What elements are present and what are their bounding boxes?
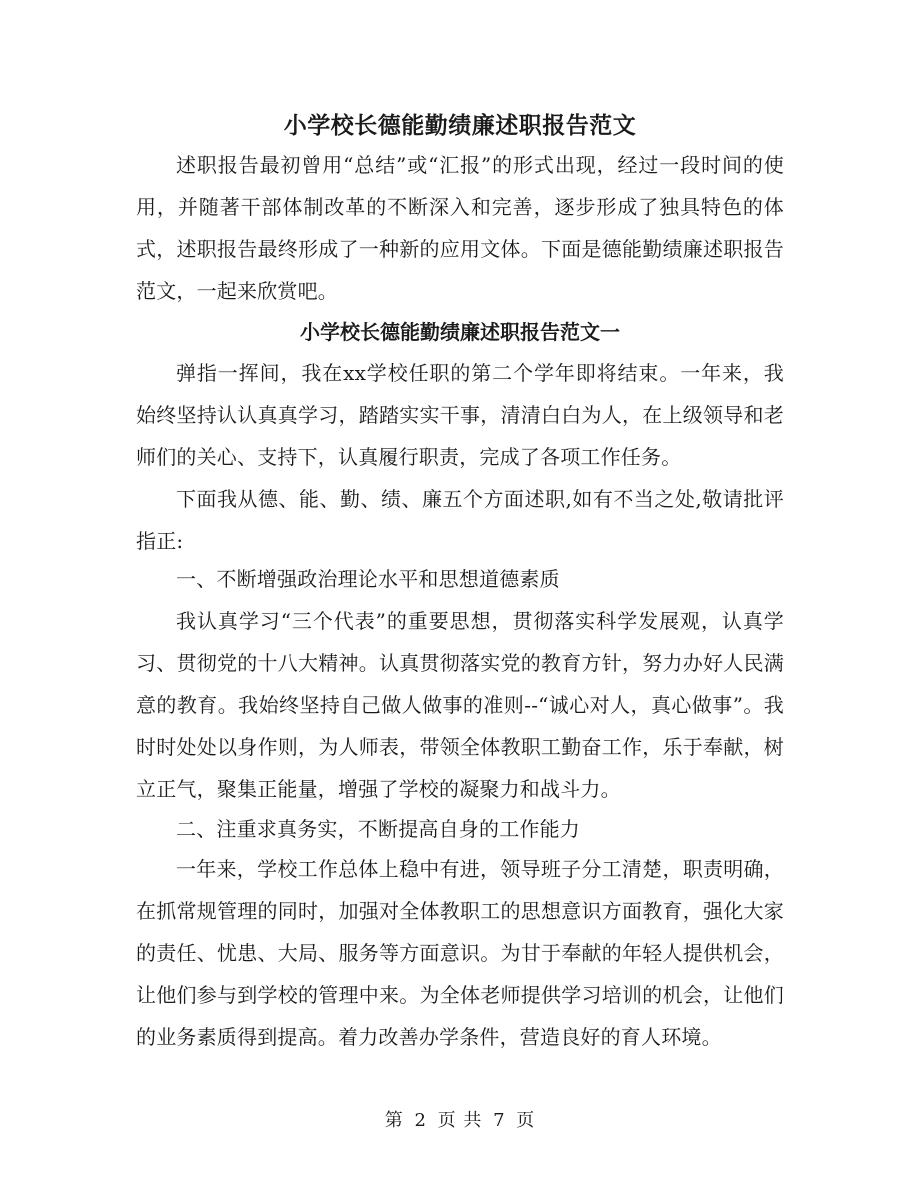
document-title: 小学校长德能勤绩廉述职报告范文 xyxy=(283,112,637,139)
footer-suffix: 页 xyxy=(516,1110,536,1131)
footer-middle: 页 共 xyxy=(437,1110,483,1131)
page-total: 7 xyxy=(493,1110,506,1131)
section-heading-2: 二、注重求真务实，不断提高自身的工作能力 xyxy=(176,817,580,841)
page-footer xyxy=(0,1106,920,1136)
body-paragraph: 一年来，学校工作总体上稳中有进，领导班子分工清楚，职责明确，在抓常规管理的同时，加强对全体教职工的思想意识方面教育，强化大家的责任、忧患、大局、服务等方面意识。为甘于奉献的年轻人提供机会，让他们参与到学校的管理中来。为全体老师提供学习培训的机会，让他们的业务素质得到提高。着力改善办学条件，营造良好的育人环境。 xyxy=(136,857,784,1049)
body-paragraph: 下面我从德、能、勤、绩、廉五个方面述职,如有不当之处,敬请批评指正: xyxy=(136,487,784,553)
page-number: 2 xyxy=(414,1110,427,1131)
footer-prefix: 第 xyxy=(384,1110,404,1131)
body-paragraph: 弹指一挥间，我在xx学校任职的第二个学年即将结束。一年来，我始终坚持认认真真学习，踏踏实实干事，清清白白为人，在上级领导和老师们的关心、支持下，认真履行职责，完成了各项工作任务。 xyxy=(136,361,784,469)
intro-paragraph: 述职报告最初曾用“总结”或“汇报”的形式出现，经过一段时间的使用，并随著干部体制改革的不断深入和完善，逐步形成了独具特色的体式，述职报告最终形成了一种新的应用文体。下面是德能勤绩廉述职报告范文，一起来欣赏吧。 xyxy=(136,153,784,303)
body-paragraph: 我认真学习“三个代表”的重要思想，贯彻落实科学发展观，认真学习、贯彻党的十八大精神。认真贯彻落实党的教育方针，努力办好人民满意的教育。我始终坚持自己做人做事的准则--“诚心对人，真心做事”。我时时处处以身作则，为人师表，带领全体教职工勤奋工作，乐于奉献，树立正气，聚集正能量，增强了学校的凝聚力和战斗力。 xyxy=(136,609,784,801)
section-subtitle: 小学校长德能勤绩廉述职报告范文一 xyxy=(300,320,620,344)
section-heading-1: 一、不断增强政治理论水平和思想道德素质 xyxy=(176,567,560,591)
